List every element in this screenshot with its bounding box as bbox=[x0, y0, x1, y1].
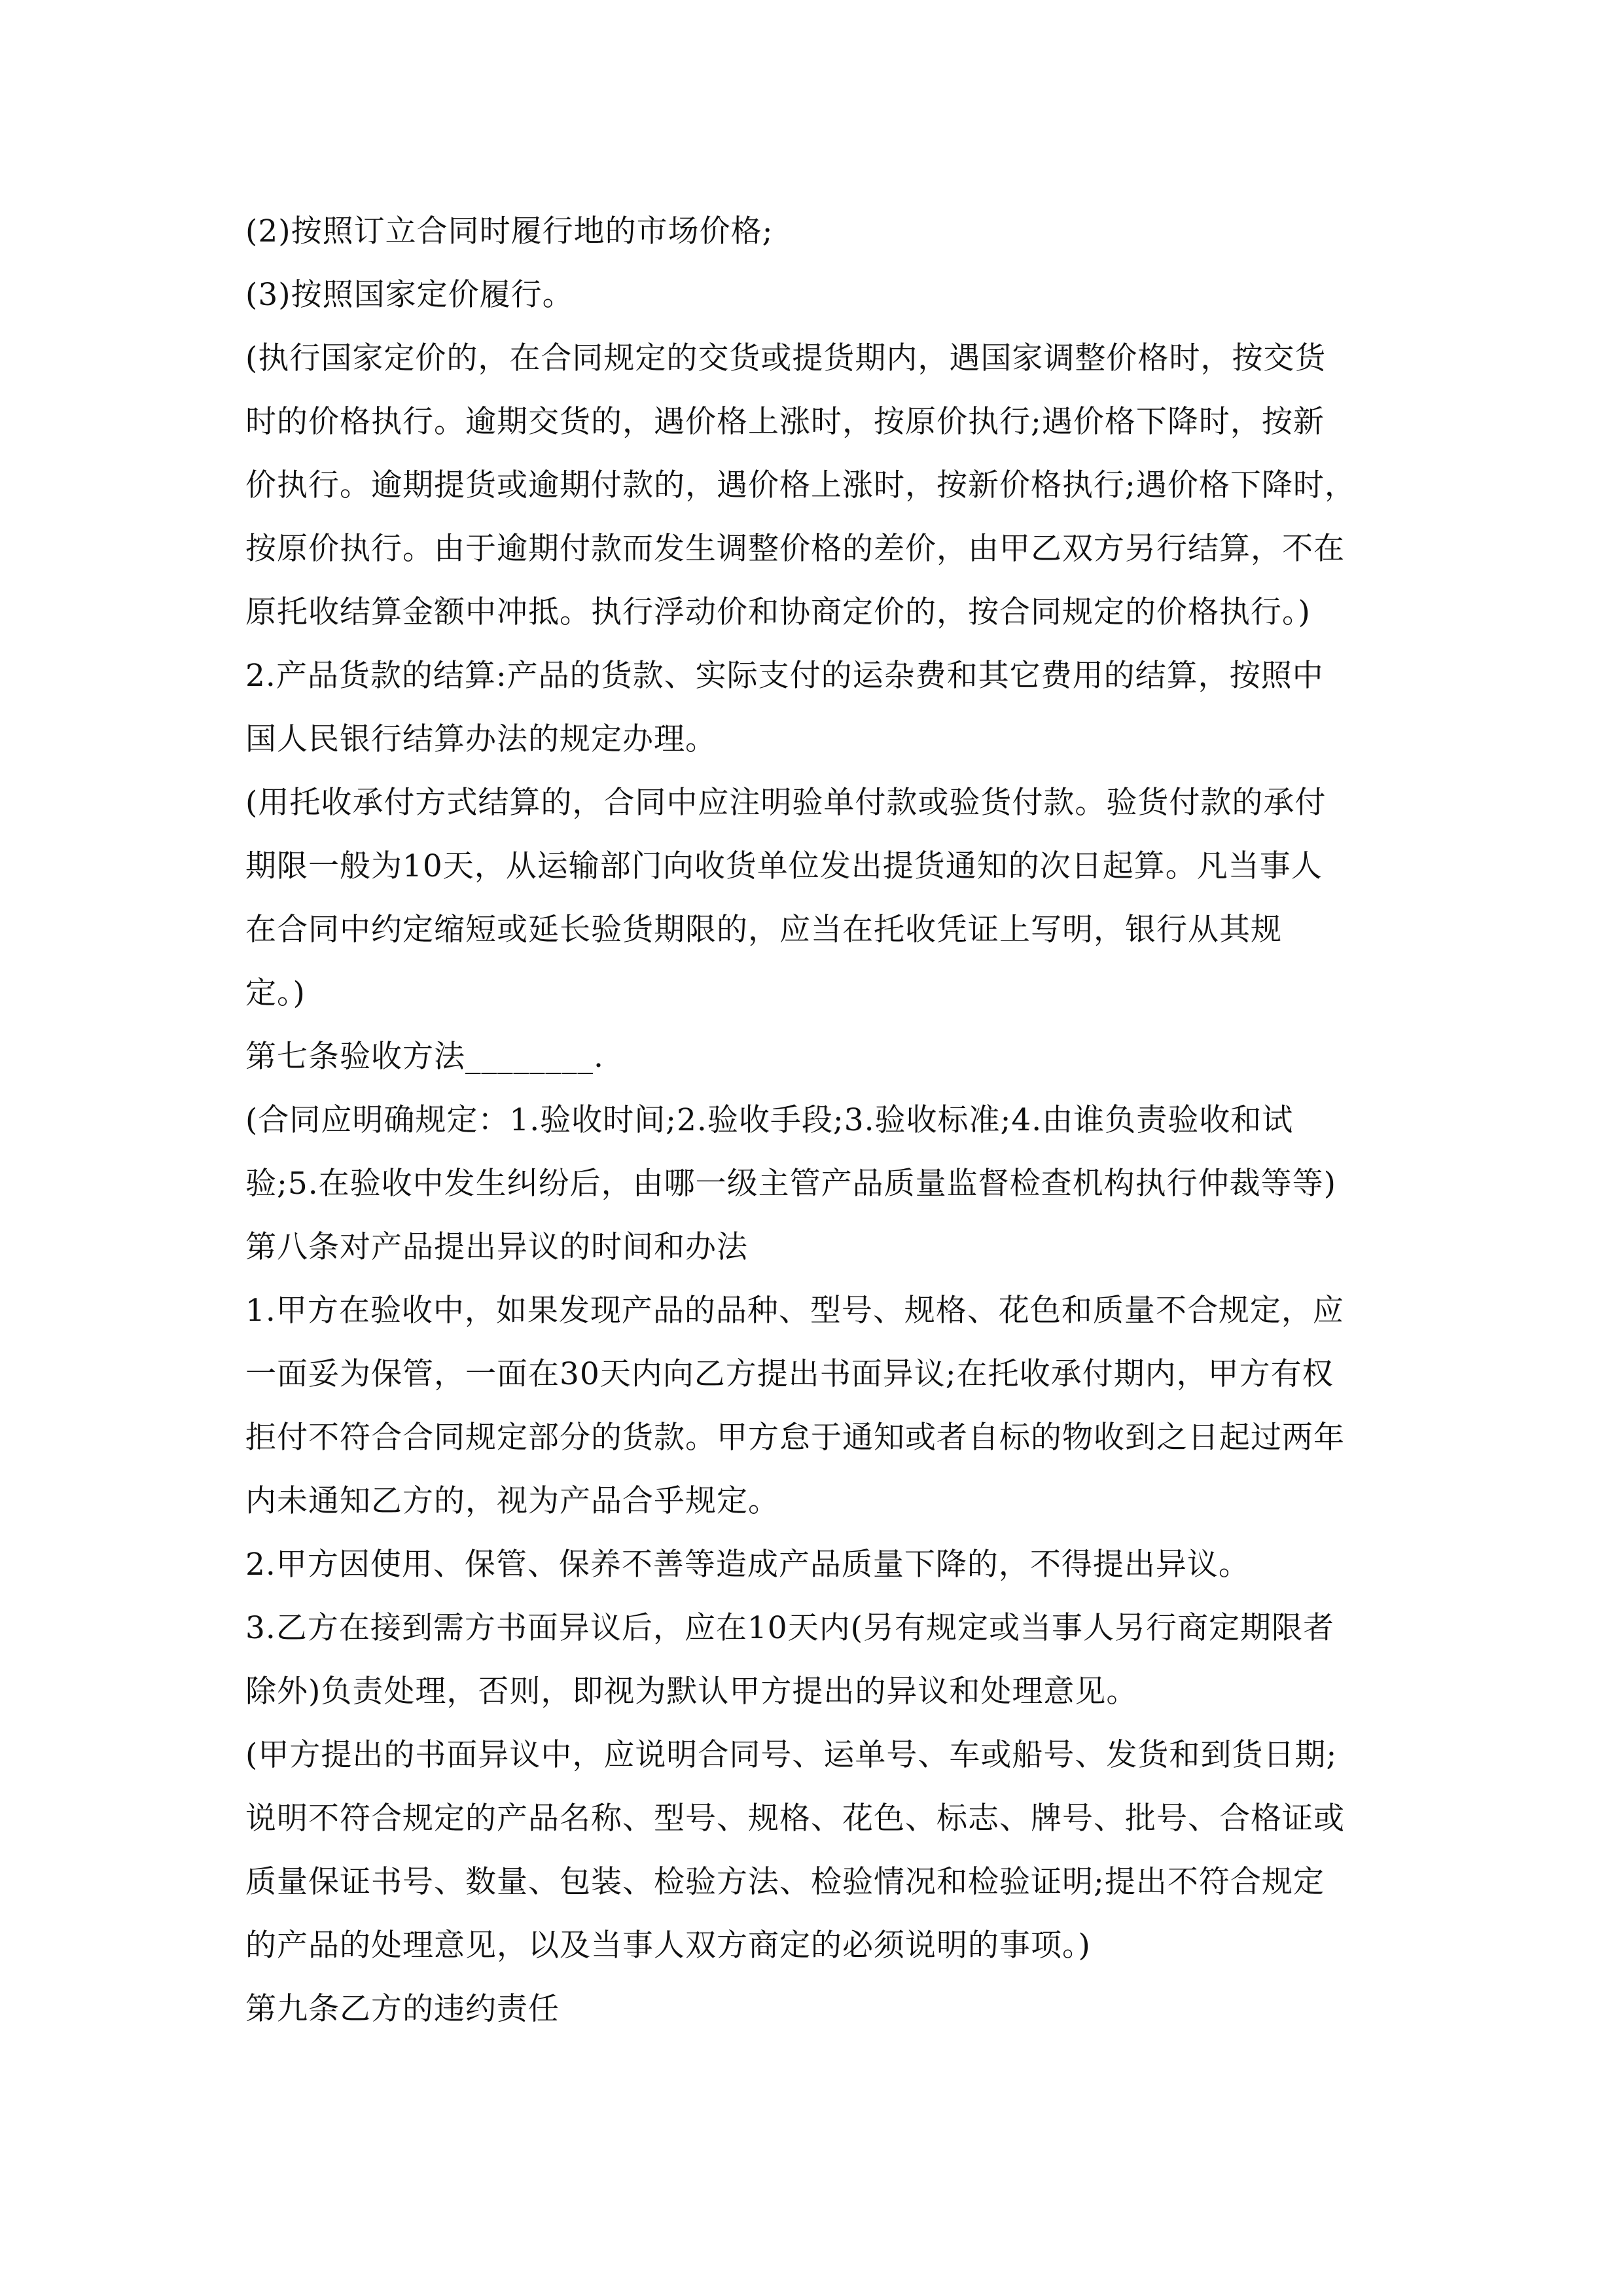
text-line: 按原价执行。由于逾期付款而发生调整价格的差价，由甲乙双方另行结算，不在 bbox=[245, 531, 1345, 567]
text-line: 原托收结算金额中冲抵。执行浮动价和协商定价的，按合同规定的价格执行。) bbox=[245, 594, 1311, 630]
text-line: 期限一般为10天，从运输部门向收货单位发出提货通知的次日起算。凡当事人 bbox=[245, 848, 1323, 884]
article-heading: 第九条乙方的违约责任 bbox=[245, 1991, 560, 2027]
article-heading: 第八条对产品提出异议的时间和办法 bbox=[245, 1229, 748, 1265]
text-line: 的产品的处理意见，以及当事人双方商定的必须说明的事项。) bbox=[245, 1928, 1091, 1964]
article-heading: 第七条验收方法________. bbox=[245, 1039, 604, 1075]
text-line: 拒付不符合合同规定部分的货款。甲方怠于通知或者自标的物收到之日起过两年 bbox=[245, 1420, 1345, 1456]
text-line: 价执行。逾期提货或逾期付款的，遇价格上涨时，按新价格执行;遇价格下降时， bbox=[245, 467, 1356, 503]
text-line: (甲方提出的书面异议中，应说明合同号、运单号、车或船号、发货和到货日期; bbox=[245, 1737, 1338, 1773]
text-line: 在合同中约定缩短或延长验货期限的，应当在托收凭证上写明，银行从其规 bbox=[245, 912, 1282, 948]
document-body bbox=[245, 200, 1387, 2041]
text-line: (执行国家定价的，在合同规定的交货或提货期内，遇国家调整价格时，按交货 bbox=[245, 340, 1327, 376]
text-line: 国人民银行结算办法的规定办理。 bbox=[245, 721, 717, 757]
text-line: (3)按照国家定价履行。 bbox=[245, 277, 574, 313]
text-line: (合同应明确规定：1.验收时间;2.验收手段;3.验收标准;4.由谁负责验收和试 bbox=[245, 1102, 1294, 1138]
text-line: 1.甲方在验收中，如果发现产品的品种、型号、规格、花色和质量不合规定，应 bbox=[245, 1293, 1344, 1329]
text-line: 一面妥为保管，一面在30天内向乙方提出书面异议;在托收承付期内，甲方有权 bbox=[245, 1356, 1334, 1392]
text-line: 2.产品货款的结算:产品的货款、实际支付的运杂费和其它费用的结算，按照中 bbox=[245, 658, 1324, 694]
text-line: 定。) bbox=[245, 975, 306, 1011]
text-line: 3.乙方在接到需方书面异议后，应在10天内(另有规定或当事人另行商定期限者 bbox=[245, 1610, 1334, 1646]
text-line: 内未通知乙方的，视为产品合乎规定。 bbox=[245, 1483, 779, 1519]
text-line: 验;5.在验收中发生纠纷后，由哪一级主管产品质量监督检查机构执行仲裁等等) bbox=[245, 1166, 1337, 1202]
text-line: (2)按照订立合同时履行地的市场价格; bbox=[245, 213, 774, 249]
text-line: 质量保证书号、数量、包装、检验方法、检验情况和检验证明;提出不符合规定 bbox=[245, 1864, 1325, 1900]
text-line: 时的价格执行。逾期交货的，遇价格上涨时，按原价执行;遇价格下降时，按新 bbox=[245, 404, 1325, 440]
text-line: 除外)负责处理，否则，即视为默认甲方提出的异议和处理意见。 bbox=[245, 1674, 1138, 1710]
text-line: 2.甲方因使用、保管、保养不善等造成产品质量下降的，不得提出异议。 bbox=[245, 1547, 1250, 1583]
text-line: (用托收承付方式结算的，合同中应注明验单付款或验货付款。验货付款的承付 bbox=[245, 785, 1327, 821]
text-line: 说明不符合规定的产品名称、型号、规格、花色、标志、牌号、批号、合格证或 bbox=[245, 1801, 1345, 1837]
